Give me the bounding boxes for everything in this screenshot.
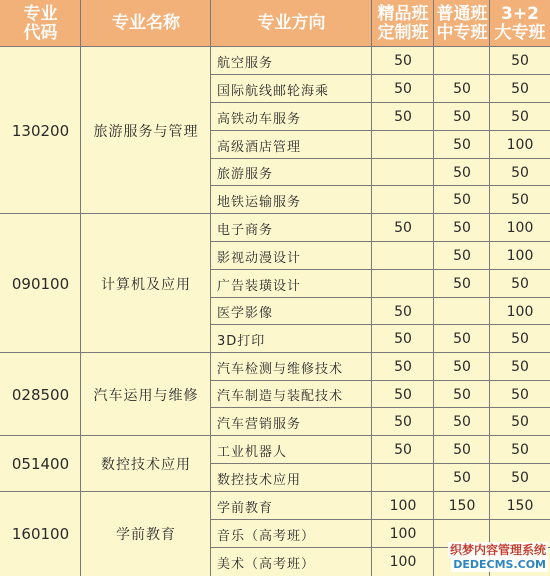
direction-cell	[211, 47, 372, 75]
group-code-text: 160100	[11, 525, 70, 543]
grid-line	[210, 380, 550, 381]
col-b-value: 50	[453, 386, 471, 403]
col-c-value: 50	[511, 109, 529, 125]
col-a-cell	[372, 103, 434, 131]
group-code-text: 051400	[11, 455, 70, 473]
grid-line	[210, 519, 550, 520]
group-name	[81, 436, 211, 492]
col-a-value: 50	[394, 331, 412, 347]
col-a-value: 50	[394, 109, 412, 125]
grid-line	[433, 0, 434, 576]
col-b-value: 50	[453, 359, 471, 375]
direction-cell	[211, 103, 372, 131]
col-a-cell	[372, 270, 434, 298]
col-a-value: 50	[394, 386, 412, 403]
col-a-cell	[372, 353, 434, 381]
group-code	[0, 47, 81, 214]
group-code-text: 130200	[11, 121, 70, 140]
header-col-c-line2: 大专班	[494, 22, 546, 43]
col-a-cell	[372, 131, 434, 159]
col-c-cell	[490, 325, 550, 353]
direction-text: 广告装璜设计	[217, 278, 302, 294]
col-c-cell	[490, 492, 550, 520]
direction-text: 电子商务	[217, 222, 274, 238]
watermark-line1: 织梦内容管理系统	[449, 543, 546, 557]
grid-line	[210, 269, 550, 270]
col-c-value: 50	[511, 53, 529, 69]
direction-text: 音乐（高考班）	[217, 528, 316, 544]
header-name	[81, 0, 211, 47]
direction-text: 3D打印	[217, 333, 266, 349]
grid-line	[0, 213, 550, 214]
col-a-cell	[372, 214, 434, 242]
grid-line	[210, 241, 550, 242]
col-c-value: 50	[511, 470, 529, 486]
col-b-value: 50	[453, 248, 471, 264]
col-a-value: 50	[394, 220, 412, 236]
col-a-cell	[372, 381, 434, 408]
direction-text: 影视动漫设计	[217, 250, 302, 266]
direction-cell	[211, 270, 372, 298]
col-a-cell	[372, 47, 434, 75]
col-b-cell	[434, 298, 490, 325]
direction-text: 工业机器人	[217, 444, 288, 460]
direction-text: 汽车营销服务	[217, 416, 302, 432]
col-b-cell	[434, 47, 490, 75]
direction-cell	[211, 408, 372, 436]
header-col-b-line1: 普通班	[436, 3, 488, 24]
col-b-cell	[434, 325, 490, 353]
group-code	[0, 492, 81, 576]
col-a-cell	[372, 186, 434, 214]
direction-cell	[211, 464, 372, 492]
col-a-cell	[372, 75, 434, 103]
col-b-cell	[434, 131, 490, 159]
col-c-value: 150	[506, 498, 534, 514]
grid-line	[0, 46, 550, 47]
col-c-cell	[490, 353, 550, 381]
col-c-value: 50	[511, 386, 529, 403]
direction-cell	[211, 436, 372, 464]
grid-line	[210, 297, 550, 298]
direction-text: 旅游服务	[217, 167, 274, 182]
direction-cell	[211, 75, 372, 103]
col-a-value: 100	[389, 526, 417, 542]
col-b-cell	[434, 492, 490, 520]
grid-line	[210, 158, 550, 159]
group-name	[81, 492, 211, 576]
direction-text: 医学影像	[217, 306, 274, 321]
col-b-cell	[434, 186, 490, 214]
direction-cell	[211, 353, 372, 381]
col-c-value: 50	[511, 164, 529, 181]
header-code-line2: 代码	[23, 22, 58, 43]
direction-text: 航空服务	[217, 55, 274, 71]
group-name-text: 汽车运用与维修	[93, 387, 199, 404]
col-b-value: 50	[453, 137, 471, 153]
grid-line	[210, 102, 550, 103]
col-c-cell	[490, 270, 550, 298]
direction-cell	[211, 159, 372, 186]
direction-text: 高铁动车服务	[217, 111, 302, 127]
col-b-cell	[434, 436, 490, 464]
direction-cell	[211, 325, 372, 353]
watermark-line2: DEDECMS.COM	[453, 558, 546, 571]
group-code-text: 090100	[11, 274, 70, 293]
group-name	[81, 47, 211, 214]
grid-line	[210, 130, 550, 131]
grid-line	[0, 435, 550, 436]
col-b-value: 50	[453, 442, 471, 458]
col-a-value: 50	[394, 442, 412, 458]
col-a-cell	[372, 242, 434, 270]
direction-cell	[211, 381, 372, 408]
header-col-a-line2: 定制班	[377, 22, 429, 43]
direction-text: 地铁运输服务	[217, 194, 302, 210]
col-a-value: 50	[394, 414, 412, 430]
group-name	[81, 214, 211, 353]
group-code	[0, 214, 81, 353]
group-name	[81, 353, 211, 436]
col-b-value: 50	[453, 276, 471, 292]
col-a-value: 100	[389, 498, 417, 514]
col-c-cell	[490, 214, 550, 242]
col-c-value: 50	[511, 442, 529, 458]
col-b-cell	[434, 464, 490, 492]
col-b-value: 50	[453, 81, 471, 97]
group-name-text: 学前教育	[116, 527, 176, 543]
col-c-value: 100	[506, 137, 534, 153]
direction-cell	[211, 492, 372, 520]
direction-cell	[211, 131, 372, 159]
col-a-cell	[372, 325, 434, 353]
direction-cell	[211, 548, 372, 576]
col-c-cell	[490, 242, 550, 270]
grid-line	[210, 185, 550, 186]
col-b-cell	[434, 242, 490, 270]
direction-cell	[211, 298, 372, 325]
col-c-cell	[490, 381, 550, 408]
group-code-text: 028500	[11, 385, 70, 404]
col-b-cell	[434, 103, 490, 131]
col-c-value: 50	[511, 276, 529, 292]
direction-text: 汽车制造与装配技术	[217, 389, 344, 404]
direction-cell	[211, 520, 372, 548]
col-b-value: 50	[453, 164, 471, 181]
col-a-cell	[372, 298, 434, 325]
col-b-cell	[434, 75, 490, 103]
col-b-value: 50	[453, 220, 471, 236]
header-name-text: 专业名称	[112, 13, 180, 33]
grid-line	[210, 0, 211, 576]
grid-line	[371, 0, 372, 576]
group-code	[0, 436, 81, 492]
col-c-cell	[490, 298, 550, 325]
col-b-value: 50	[453, 109, 471, 125]
grid-line	[0, 491, 550, 492]
col-b-cell	[434, 408, 490, 436]
col-a-cell	[372, 464, 434, 492]
watermark	[420, 542, 548, 576]
header-col-b-line2: 中专班	[436, 22, 488, 43]
col-b-value: 50	[453, 470, 471, 486]
grid-line	[210, 74, 550, 75]
col-c-cell	[490, 186, 550, 214]
header-direction	[211, 0, 372, 47]
col-a-value: 50	[394, 81, 412, 97]
col-b-cell	[434, 159, 490, 186]
col-a-value: 50	[394, 359, 412, 375]
grid-line	[210, 407, 550, 408]
header-code-line1: 专业	[23, 3, 58, 24]
col-c-cell	[490, 159, 550, 186]
direction-text: 学前教育	[217, 500, 274, 516]
grid-line	[210, 463, 550, 464]
col-b-cell	[434, 353, 490, 381]
header-col-a	[372, 0, 434, 47]
col-c-value: 50	[511, 359, 529, 375]
direction-text: 美术（高考班）	[217, 556, 316, 572]
col-c-value: 100	[506, 248, 534, 264]
group-name-text: 数控技术应用	[101, 457, 191, 473]
direction-cell	[211, 242, 372, 270]
col-c-cell	[490, 47, 550, 75]
col-c-value: 50	[511, 331, 529, 347]
header-col-a-line1: 精品班	[377, 3, 429, 24]
grid-line	[489, 0, 490, 576]
group-code	[0, 353, 81, 436]
col-c-value: 100	[506, 220, 534, 236]
col-c-value: 50	[511, 192, 529, 208]
col-b-value: 50	[453, 414, 471, 430]
col-a-value: 100	[389, 554, 417, 570]
col-b-value: 150	[448, 498, 476, 514]
col-a-cell	[372, 408, 434, 436]
col-a-cell	[372, 436, 434, 464]
col-c-cell	[490, 131, 550, 159]
col-c-cell	[490, 408, 550, 436]
header-col-c	[490, 0, 550, 47]
header-col-b	[434, 0, 490, 47]
col-c-value: 100	[506, 303, 534, 320]
col-a-cell	[372, 159, 434, 186]
col-b-value: 50	[453, 331, 471, 347]
direction-text: 汽车检测与维修技术	[217, 361, 344, 377]
group-name-text: 旅游服务与管理	[93, 123, 199, 140]
col-b-cell	[434, 381, 490, 408]
col-c-value: 50	[511, 414, 529, 430]
direction-text: 国际航线邮轮海乘	[217, 83, 330, 99]
grid-line	[210, 324, 550, 325]
header-col-c-line1: 3+2	[501, 3, 539, 24]
header-code	[0, 0, 81, 47]
col-c-cell	[490, 464, 550, 492]
grid-line	[0, 352, 550, 353]
col-c-cell	[490, 103, 550, 131]
col-c-value: 50	[511, 81, 529, 97]
col-c-cell	[490, 436, 550, 464]
col-b-cell	[434, 270, 490, 298]
direction-text: 数控技术应用	[217, 472, 302, 488]
header-direction-text: 专业方向	[257, 13, 326, 33]
col-a-value: 50	[394, 303, 412, 320]
col-b-cell	[434, 214, 490, 242]
grid-line	[80, 0, 81, 576]
direction-text: 高级酒店管理	[217, 139, 302, 155]
direction-cell	[211, 214, 372, 242]
group-name-text: 计算机及应用	[101, 276, 191, 293]
col-c-cell	[490, 75, 550, 103]
col-a-cell	[372, 492, 434, 520]
col-b-value: 50	[453, 192, 471, 208]
col-a-value: 50	[394, 53, 412, 69]
direction-cell	[211, 186, 372, 214]
